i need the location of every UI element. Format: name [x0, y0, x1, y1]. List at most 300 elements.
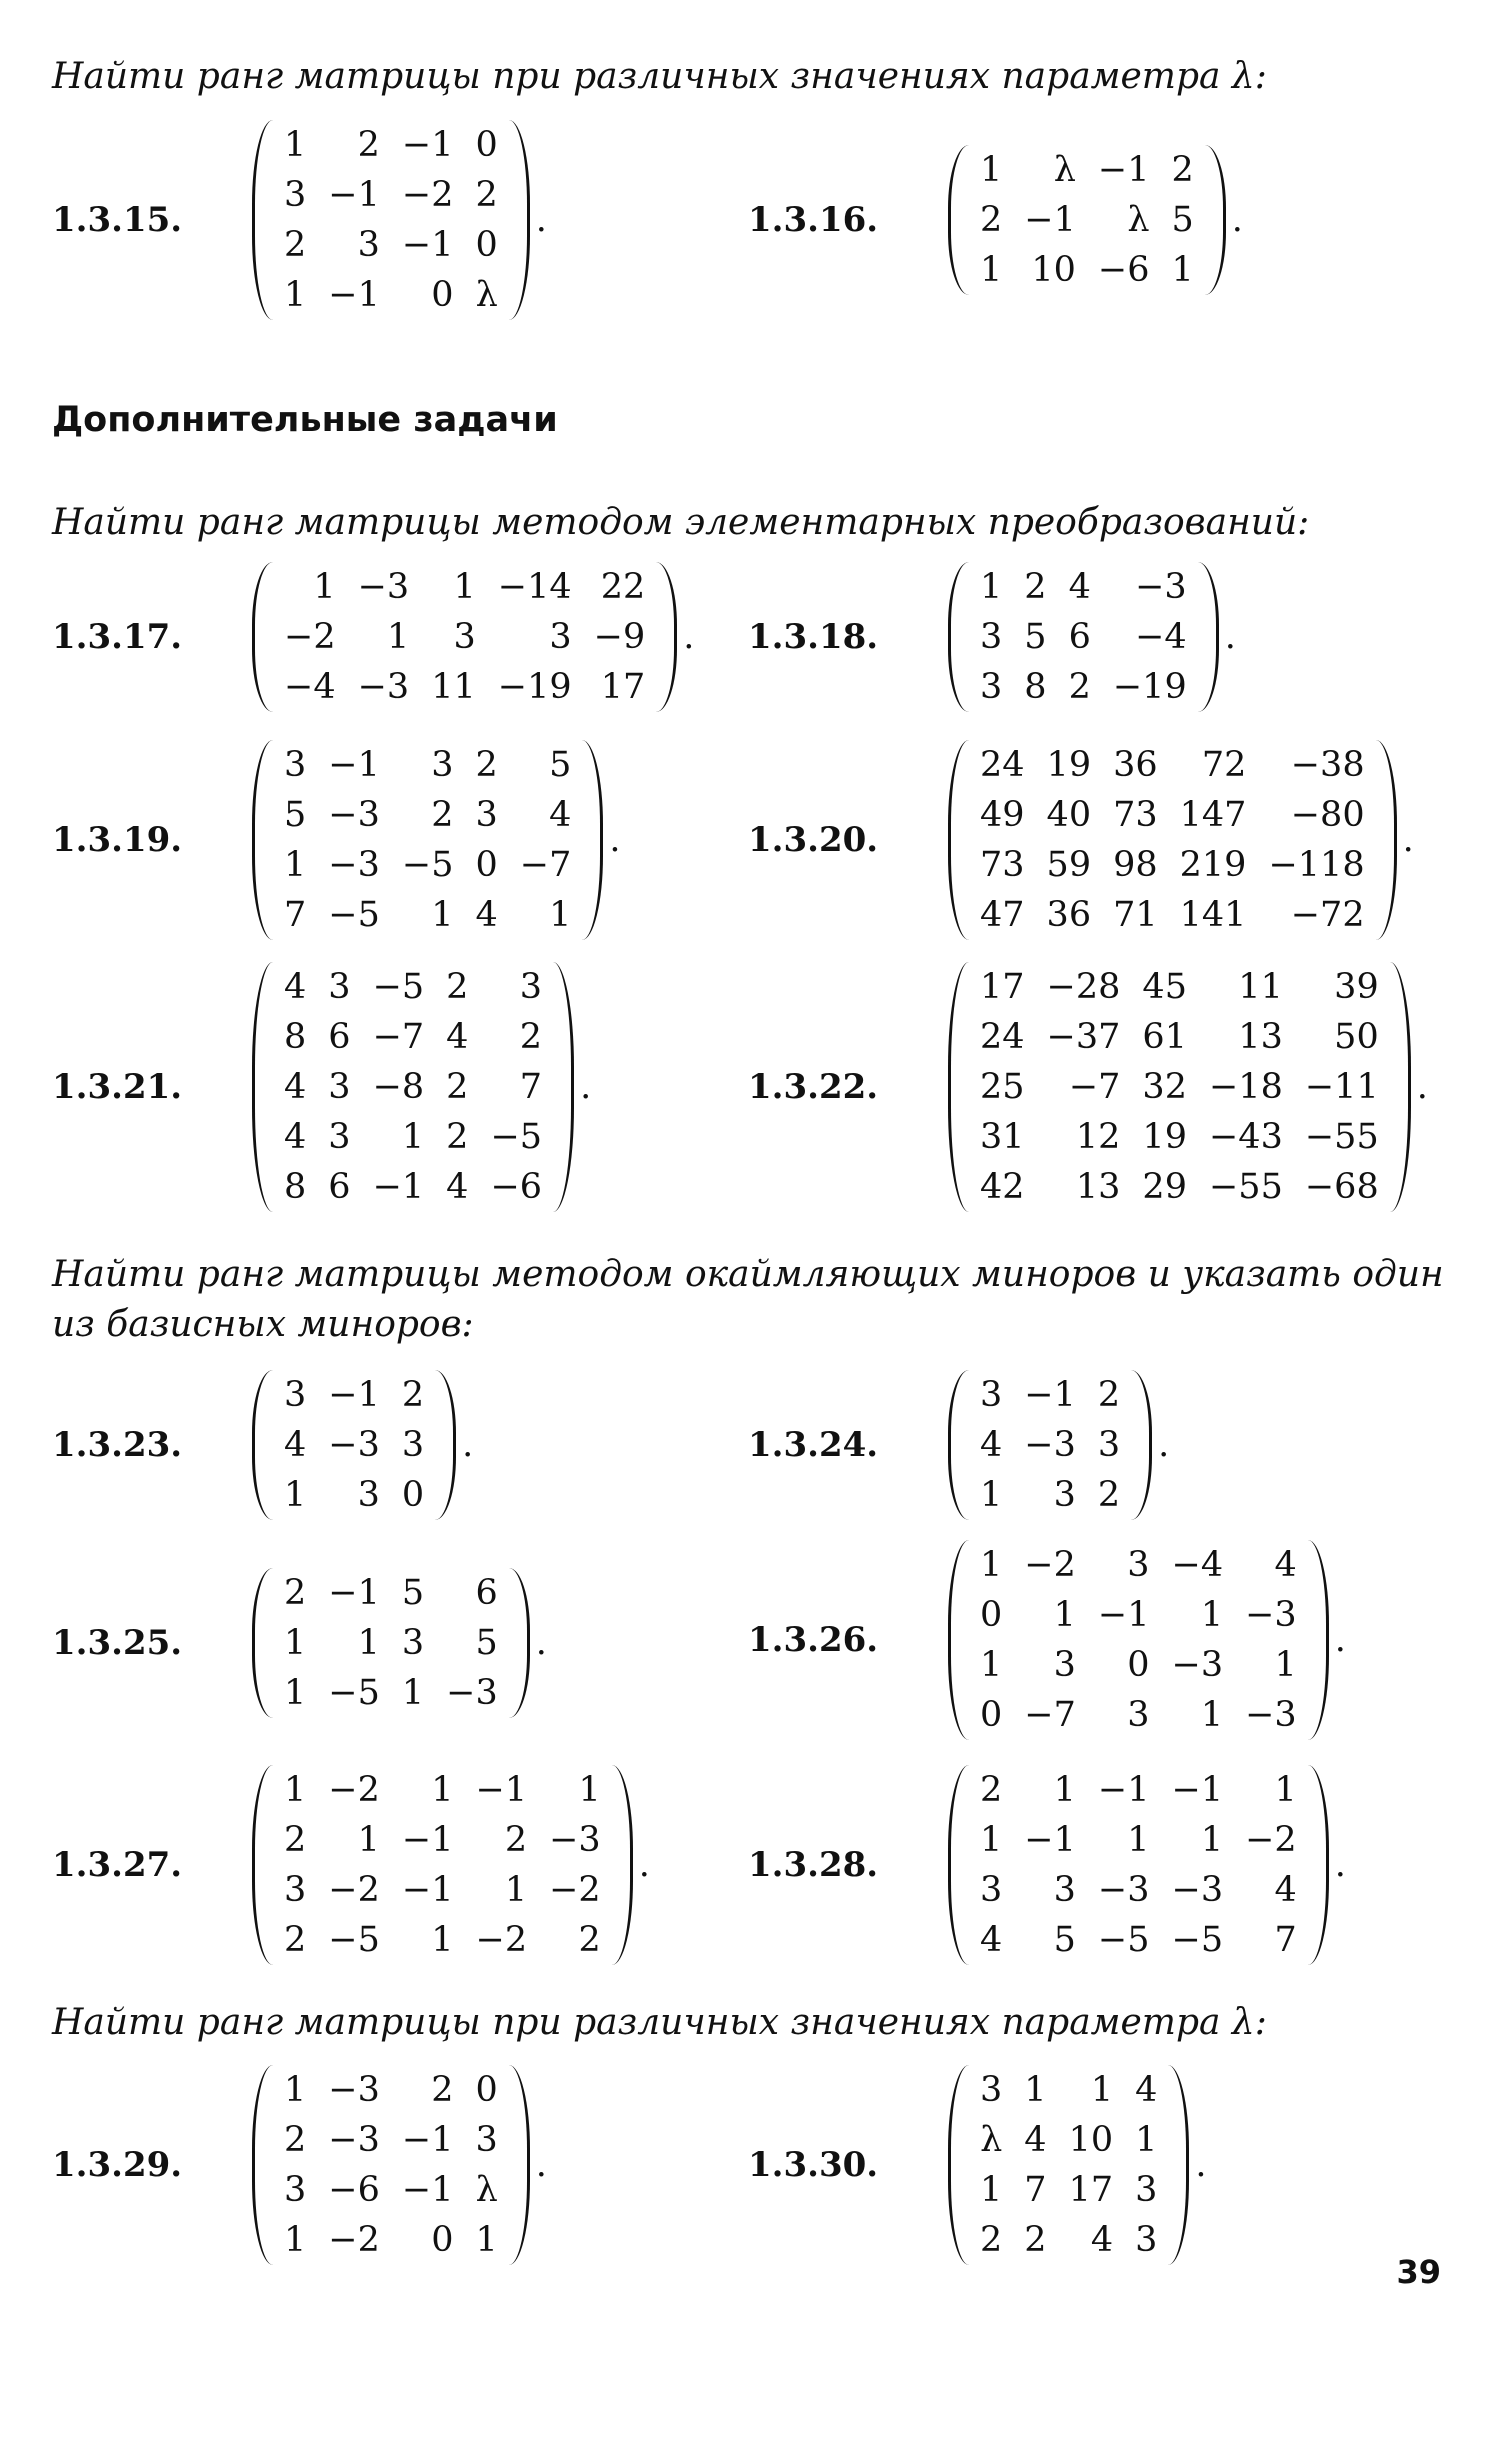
matrix-cell: 3: [357, 1475, 380, 1515]
matrix-cell: 3: [980, 617, 1003, 657]
matrix-cell: 1: [284, 1770, 307, 1810]
matrix-cell: 11: [431, 667, 476, 707]
page-number: 39: [1396, 2253, 1441, 2291]
matrix-row: [969, 1370, 1131, 1420]
matrix-row: [969, 1915, 1308, 1965]
matrix-cell: 3: [980, 2070, 1003, 2110]
matrix-row: [273, 1618, 509, 1668]
matrix-cell: −3: [1135, 567, 1187, 607]
matrix-cell: −1: [1024, 200, 1076, 240]
matrix-cell: −7: [519, 845, 572, 885]
matrix-cell: −1: [328, 175, 380, 215]
matrix-cell: 1: [1200, 1695, 1224, 1735]
matrix-cell: −7: [372, 1017, 425, 1057]
matrix: [948, 562, 1219, 712]
matrix-cell: −3: [1171, 1870, 1224, 1910]
matrix-cell: 1: [1053, 1770, 1076, 1810]
matrix-row: [273, 662, 656, 712]
matrix-cell: 3: [549, 617, 572, 657]
matrix-row: [969, 195, 1205, 245]
matrix-cell: 2: [284, 1920, 307, 1960]
matrix-cell: 1: [1274, 1645, 1297, 1685]
matrix-cell: −1: [1097, 1595, 1150, 1635]
matrix-cell: −1: [401, 1820, 454, 1860]
matrix-cell: 1: [980, 1545, 1003, 1585]
matrix-cell: −3: [328, 795, 380, 835]
matrix-cell: 1: [1053, 1595, 1076, 1635]
problem-label: 1.3.26.: [748, 1620, 879, 1660]
problem-1-3-20: 1.3.20. 24 19 36 72 −38 49 40 73 147 −80 73 59 98 219 −118 47 36 71 141 −72 .: [748, 740, 1414, 940]
matrix-cell: 5: [1171, 200, 1194, 240]
matrix-cell: −1: [401, 125, 454, 165]
problem-1-3-28: 1.3.28. 2 1 −1 −1 1 1 −1 1 1 −2 3 3 −3 −3 4 4 5 −5 −5 7 .: [748, 1765, 1346, 1965]
matrix-cell: −1: [1097, 150, 1150, 190]
matrix-cell: 1: [284, 275, 307, 315]
matrix-cell: 2: [578, 1920, 601, 1960]
matrix-cell: 1: [431, 1770, 454, 1810]
matrix-cell: 2: [446, 1067, 469, 1107]
matrix: [948, 2065, 1189, 2265]
matrix-cell: 73: [1113, 795, 1158, 835]
problem-label: 1.3.29.: [52, 2145, 183, 2185]
matrix-cell: 3: [980, 1870, 1003, 1910]
matrix-cell: 12: [1075, 1117, 1121, 1157]
matrix-cell: 3: [328, 967, 351, 1007]
matrix-cell: −38: [1290, 745, 1365, 785]
matrix-cell: 3: [1053, 1645, 1076, 1685]
matrix-cell: −2: [1245, 1820, 1297, 1860]
matrix-cell: 0: [475, 845, 498, 885]
problem-1-3-25: 1.3.25. 2 −1 5 6 1 1 3 5 1 −5 1 −3 .: [52, 1568, 547, 1718]
matrix-cell: 2: [284, 1573, 307, 1613]
matrix-cell: 4: [446, 1167, 469, 1207]
matrix-cell: 42: [980, 1167, 1025, 1207]
matrix-cell: 17: [600, 667, 646, 707]
matrix-cell: 13: [1075, 1167, 1121, 1207]
problem-1-3-23: 1.3.23. 3 −1 2 4 −3 3 1 3 0 .: [52, 1370, 473, 1520]
matrix-row: [273, 2165, 509, 2215]
matrix-cell: −19: [1112, 667, 1187, 707]
matrix-row: [969, 2115, 1168, 2165]
matrix-cell: 1: [284, 125, 307, 165]
matrix-cell: 1: [453, 567, 476, 607]
matrix-cell: 10: [1068, 2120, 1114, 2160]
matrix-cell: 7: [519, 1067, 543, 1107]
matrix-cell: −1: [401, 1870, 454, 1910]
matrix-cell: 4: [475, 895, 498, 935]
matrix-cell: 1: [1127, 1820, 1150, 1860]
matrix: [252, 1568, 530, 1718]
matrix-cell: λ: [980, 2120, 1003, 2160]
problem-1-3-22: 1.3.22. 17 −28 45 11 39 24 −37 61 13 50 25 −7 32 −18 −11 31 12 19 −43 −55 42 13 29 −55 −68 .: [748, 962, 1428, 1212]
problem-1-3-16: 1.3.16. 1 λ −1 2 2 −1 λ 5 1 10 −6 1 .: [748, 145, 1243, 295]
problem-1-3-18: 1.3.18. 1 2 4 −3 3 5 6 −4 3 8 2 −19 .: [748, 562, 1236, 712]
problem-label: 1.3.15.: [52, 200, 183, 240]
problem-label: 1.3.21.: [52, 1067, 183, 1107]
matrix-cell: −6: [328, 2170, 380, 2210]
matrix-cell: 1: [1171, 250, 1194, 290]
matrix-cell: −5: [490, 1117, 543, 1157]
matrix-cell: −1: [475, 1770, 528, 1810]
matrix-cell: −1: [328, 745, 380, 785]
matrix-row: [273, 1370, 435, 1420]
matrix-row: [273, 2115, 509, 2165]
section-heading: Дополнительные задачи: [52, 400, 558, 440]
matrix-row: [969, 1162, 1390, 1212]
matrix-cell: 4: [284, 1067, 307, 1107]
matrix-cell: 1: [980, 250, 1003, 290]
matrix-cell: 0: [401, 1475, 425, 1515]
matrix-cell: −28: [1046, 967, 1121, 1007]
matrix-cell: −3: [1097, 1870, 1150, 1910]
matrix-cell: −55: [1208, 1167, 1283, 1207]
matrix-cell: 3: [284, 1870, 307, 1910]
matrix-cell: 71: [1113, 895, 1158, 935]
matrix-cell: 3: [431, 745, 454, 785]
matrix-cell: −3: [328, 1425, 380, 1465]
problem-label: 1.3.27.: [52, 1845, 183, 1885]
matrix-row: [969, 1765, 1308, 1815]
matrix-cell: −72: [1290, 895, 1365, 935]
matrix-cell: −1: [372, 1167, 425, 1207]
matrix-cell: 3: [519, 967, 543, 1007]
matrix-cell: −2: [328, 1770, 380, 1810]
matrix-cell: 31: [980, 1117, 1025, 1157]
matrix-cell: 2: [401, 1375, 425, 1415]
matrix-row: [273, 1765, 612, 1815]
matrix-cell: 1: [578, 1770, 601, 1810]
matrix-cell: 1: [284, 1623, 307, 1663]
matrix-row: [273, 1668, 509, 1718]
matrix-cell: 3: [475, 795, 498, 835]
matrix-cell: 25: [980, 1067, 1025, 1107]
matrix-cell: 2: [980, 1770, 1003, 1810]
problem-label: 1.3.22.: [748, 1067, 879, 1107]
matrix-cell: 147: [1179, 795, 1247, 835]
matrix-cell: −68: [1304, 1167, 1379, 1207]
matrix-cell: 3: [328, 1117, 351, 1157]
problem-1-3-27: 1.3.27. 1 −2 1 −1 1 2 1 −1 2 −3 3 −2 −1 1 −2 2 −5 1 −2 2 .: [52, 1765, 650, 1965]
matrix-cell: 0: [431, 275, 454, 315]
matrix-cell: 1: [284, 1673, 307, 1713]
problem-label: 1.3.25.: [52, 1623, 183, 1663]
matrix-cell: 4: [284, 1425, 307, 1465]
matrix-row: [273, 740, 582, 790]
matrix-cell: 5: [549, 745, 572, 785]
problem-label: 1.3.18.: [748, 617, 879, 657]
matrix-cell: 6: [1068, 617, 1091, 657]
matrix-cell: −37: [1046, 1017, 1121, 1057]
matrix-cell: 3: [1097, 1425, 1121, 1465]
matrix-cell: −5: [328, 1673, 380, 1713]
matrix-cell: −55: [1304, 1117, 1379, 1157]
matrix-cell: −4: [284, 667, 336, 707]
matrix-cell: −3: [1024, 1425, 1076, 1465]
matrix-cell: 1: [401, 1673, 425, 1713]
matrix-cell: 1: [357, 1623, 380, 1663]
matrix-row: [273, 1062, 553, 1112]
matrix: [252, 962, 574, 1212]
problem-1-3-19: 1.3.19. 3 −1 3 2 5 5 −3 2 3 4 1 −3 −5 0 −7 7 −5 1 4 1 .: [52, 740, 621, 940]
matrix-row: [273, 962, 553, 1012]
matrix-row: [969, 890, 1376, 940]
matrix-cell: 2: [284, 1820, 307, 1860]
matrix-cell: −2: [1024, 1545, 1076, 1585]
matrix-cell: 141: [1179, 895, 1247, 935]
matrix-cell: 40: [1046, 795, 1092, 835]
matrix-row: [969, 1062, 1390, 1112]
problem-label: 1.3.24.: [748, 1425, 879, 1465]
matrix-cell: −2: [475, 1920, 528, 1960]
matrix-cell: 1: [401, 1117, 425, 1157]
matrix: [252, 120, 530, 320]
matrix-cell: 1: [980, 567, 1003, 607]
matrix-cell: −8: [372, 1067, 425, 1107]
matrix-cell: −1: [401, 2170, 454, 2210]
matrix-cell: 1: [1200, 1820, 1224, 1860]
matrix-cell: 2: [1097, 1375, 1121, 1415]
matrix: [948, 1765, 1329, 1965]
matrix-cell: 3: [284, 175, 307, 215]
matrix-cell: −3: [1245, 1595, 1297, 1635]
problem-1-3-30: 1.3.30. 3 1 1 4 λ 4 10 1 1 7 17 3 2 2 4 3 .: [748, 2065, 1207, 2265]
matrix-cell: 1: [386, 617, 410, 657]
matrix-cell: 2: [1024, 567, 1047, 607]
matrix: [948, 962, 1411, 1212]
matrix-cell: 2: [284, 225, 307, 265]
matrix-cell: 0: [431, 2220, 454, 2260]
matrix-cell: −19: [497, 667, 572, 707]
matrix-cell: 19: [1142, 1117, 1187, 1157]
matrix-cell: −5: [401, 845, 454, 885]
matrix-cell: 0: [475, 125, 498, 165]
matrix-cell: 29: [1142, 1167, 1187, 1207]
matrix-row: [969, 1540, 1308, 1590]
matrix-row: [969, 2165, 1168, 2215]
matrix-cell: 1: [1135, 2120, 1158, 2160]
matrix-cell: 1: [431, 895, 454, 935]
problem-1-3-17: 1.3.17. 1 −3 1 −14 22 −2 1 3 3 −9 −4 −3 11 −19 17 .: [52, 562, 694, 712]
matrix-cell: 61: [1142, 1017, 1187, 1057]
matrix-cell: 3: [453, 617, 476, 657]
matrix-cell: 1: [284, 2220, 307, 2260]
matrix-cell: 3: [284, 1375, 307, 1415]
matrix-cell: 2: [1171, 150, 1194, 190]
matrix-cell: −3: [1171, 1645, 1224, 1685]
matrix-cell: −1: [1097, 1770, 1150, 1810]
matrix-cell: 7: [1274, 1920, 1297, 1960]
matrix-cell: 3: [475, 2120, 498, 2160]
matrix: [948, 740, 1397, 940]
matrix-cell: −43: [1208, 1117, 1283, 1157]
matrix-cell: −3: [328, 845, 380, 885]
problem-label: 1.3.16.: [748, 200, 879, 240]
matrix: [948, 1370, 1152, 1520]
matrix-cell: 2: [519, 1017, 543, 1057]
matrix-cell: −7: [1024, 1695, 1076, 1735]
matrix-row: [969, 790, 1376, 840]
problem-1-3-29: 1.3.29. 1 −3 2 0 2 −3 −1 3 3 −6 −1 λ 1 −2 0 1 .: [52, 2065, 547, 2265]
matrix-cell: 1: [980, 2170, 1003, 2210]
matrix-cell: 3: [284, 745, 307, 785]
matrix-cell: 3: [401, 1425, 425, 1465]
matrix-cell: 2: [357, 125, 380, 165]
matrix-cell: 1: [1274, 1770, 1297, 1810]
matrix-row: [273, 270, 509, 320]
matrix-row: [273, 1162, 553, 1212]
matrix-cell: 24: [980, 1017, 1025, 1057]
matrix-cell: −1: [328, 1573, 380, 1613]
matrix-cell: 5: [1024, 617, 1047, 657]
matrix-row: [273, 2065, 509, 2115]
matrix-cell: 3: [357, 225, 380, 265]
matrix-row: [273, 1420, 435, 1470]
matrix-cell: 2: [284, 2120, 307, 2160]
matrix-cell: −1: [1024, 1375, 1076, 1415]
matrix-row: [969, 612, 1198, 662]
matrix-cell: 4: [1068, 567, 1091, 607]
matrix-cell: −3: [1245, 1695, 1297, 1735]
matrix-cell: −1: [401, 2120, 454, 2160]
instruction-lambda-bottom: Найти ранг матрицы при различных значениях параметра λ:: [52, 2002, 1267, 2043]
matrix-cell: 5: [475, 1623, 498, 1663]
matrix: [948, 145, 1226, 295]
matrix-row: [969, 1012, 1390, 1062]
matrix-row: [969, 740, 1376, 790]
matrix-cell: 13: [1238, 1017, 1283, 1057]
problem-1-3-21: 1.3.21. 4 3 −5 2 3 8 6 −7 4 2 4 3 −8 2 7 4 3 1 2 −5 8 6 −1 4 −6 .: [52, 962, 591, 1212]
matrix-cell: 1: [357, 1820, 380, 1860]
matrix-row: [969, 1815, 1308, 1865]
matrix-row: [273, 1815, 612, 1865]
matrix-cell: 45: [1142, 967, 1187, 1007]
matrix-cell: −5: [1097, 1920, 1150, 1960]
matrix-cell: 2: [1097, 1475, 1121, 1515]
matrix-cell: 1: [1024, 2070, 1047, 2110]
matrix-cell: −1: [328, 1375, 380, 1415]
matrix-row: [969, 145, 1205, 195]
instruction-lambda-top: Найти ранг матрицы при различных значениях параметра λ:: [52, 56, 1267, 97]
matrix-cell: 1: [284, 1475, 307, 1515]
matrix-cell: 4: [446, 1017, 469, 1057]
matrix-cell: 1: [475, 2220, 498, 2260]
matrix-cell: −3: [549, 1820, 601, 1860]
matrix-cell: −7: [1068, 1067, 1121, 1107]
matrix-row: [273, 1568, 509, 1618]
matrix-cell: −2: [328, 2220, 380, 2260]
problem-1-3-24: 1.3.24. 3 −1 2 4 −3 3 1 3 2 .: [748, 1370, 1169, 1520]
matrix-cell: −3: [357, 567, 410, 607]
matrix-cell: 3: [284, 2170, 307, 2210]
matrix-row: [969, 245, 1205, 295]
matrix-cell: 4: [284, 967, 307, 1007]
matrix-cell: 6: [328, 1167, 351, 1207]
matrix-cell: 4: [1090, 2220, 1114, 2260]
matrix-cell: 2: [980, 200, 1003, 240]
matrix-cell: −5: [372, 967, 425, 1007]
matrix-cell: −6: [490, 1167, 543, 1207]
matrix-row: [273, 612, 656, 662]
matrix-cell: 8: [284, 1167, 307, 1207]
matrix-row: [969, 562, 1198, 612]
matrix-cell: 1: [549, 895, 572, 935]
matrix-cell: 6: [475, 1573, 498, 1613]
matrix-cell: 0: [475, 225, 498, 265]
matrix-cell: 32: [1142, 1067, 1187, 1107]
matrix-cell: −2: [328, 1870, 380, 1910]
matrix-cell: −2: [549, 1870, 601, 1910]
matrix-cell: 5: [401, 1573, 425, 1613]
matrix-cell: 2: [1068, 667, 1091, 707]
matrix-row: [273, 120, 509, 170]
matrix-cell: 2: [475, 175, 498, 215]
matrix-cell: 2: [504, 1820, 528, 1860]
matrix-row: [969, 1470, 1131, 1520]
matrix-cell: λ: [1127, 200, 1150, 240]
matrix-cell: −118: [1268, 845, 1365, 885]
matrix-cell: 1: [980, 1475, 1003, 1515]
matrix-cell: −2: [284, 617, 336, 657]
matrix-cell: 0: [1127, 1645, 1150, 1685]
problem-label: 1.3.20.: [748, 820, 879, 860]
matrix-cell: −80: [1290, 795, 1365, 835]
matrix-cell: λ: [475, 2170, 498, 2210]
problem-label: 1.3.30.: [748, 2145, 879, 2185]
matrix-cell: 24: [980, 745, 1025, 785]
matrix-cell: 3: [1127, 1695, 1150, 1735]
matrix-cell: 17: [980, 967, 1025, 1007]
matrix-cell: −3: [357, 667, 410, 707]
matrix-row: [273, 840, 582, 890]
matrix-row: [273, 1865, 612, 1915]
matrix-cell: 3: [1053, 1475, 1076, 1515]
matrix-row: [969, 1690, 1308, 1740]
matrix-cell: −3: [328, 2120, 380, 2160]
instruction-elementary: Найти ранг матрицы методом элементарных преобразований:: [52, 502, 1310, 543]
matrix-cell: 6: [328, 1017, 351, 1057]
matrix-cell: 2: [980, 2220, 1003, 2260]
matrix: [252, 2065, 530, 2265]
matrix-cell: 4: [980, 1920, 1003, 1960]
matrix-cell: 1: [980, 1645, 1003, 1685]
matrix-cell: −18: [1208, 1067, 1283, 1107]
matrix-cell: 2: [475, 745, 498, 785]
matrix-cell: 73: [980, 845, 1025, 885]
matrix-cell: −5: [328, 895, 380, 935]
matrix-cell: 7: [284, 895, 307, 935]
matrix-cell: −2: [401, 175, 454, 215]
matrix-cell: 10: [1031, 250, 1076, 290]
matrix-cell: −5: [1171, 1920, 1224, 1960]
matrix-cell: 3: [1135, 2220, 1158, 2260]
matrix-cell: −3: [446, 1673, 498, 1713]
matrix-cell: −9: [593, 617, 646, 657]
matrix-cell: 36: [1113, 745, 1158, 785]
matrix-cell: 4: [549, 795, 572, 835]
matrix-cell: 2: [1024, 2220, 1047, 2260]
matrix-row: [273, 170, 509, 220]
matrix-cell: −1: [328, 275, 380, 315]
problem-label: 1.3.23.: [52, 1425, 183, 1465]
matrix-cell: 4: [284, 1117, 307, 1157]
matrix-row: [969, 840, 1376, 890]
matrix-cell: 8: [1024, 667, 1047, 707]
matrix-cell: 36: [1046, 895, 1092, 935]
matrix-cell: 59: [1046, 845, 1092, 885]
matrix-cell: −1: [1171, 1770, 1224, 1810]
matrix-cell: 1: [504, 1870, 528, 1910]
matrix-cell: −1: [1024, 1820, 1076, 1860]
